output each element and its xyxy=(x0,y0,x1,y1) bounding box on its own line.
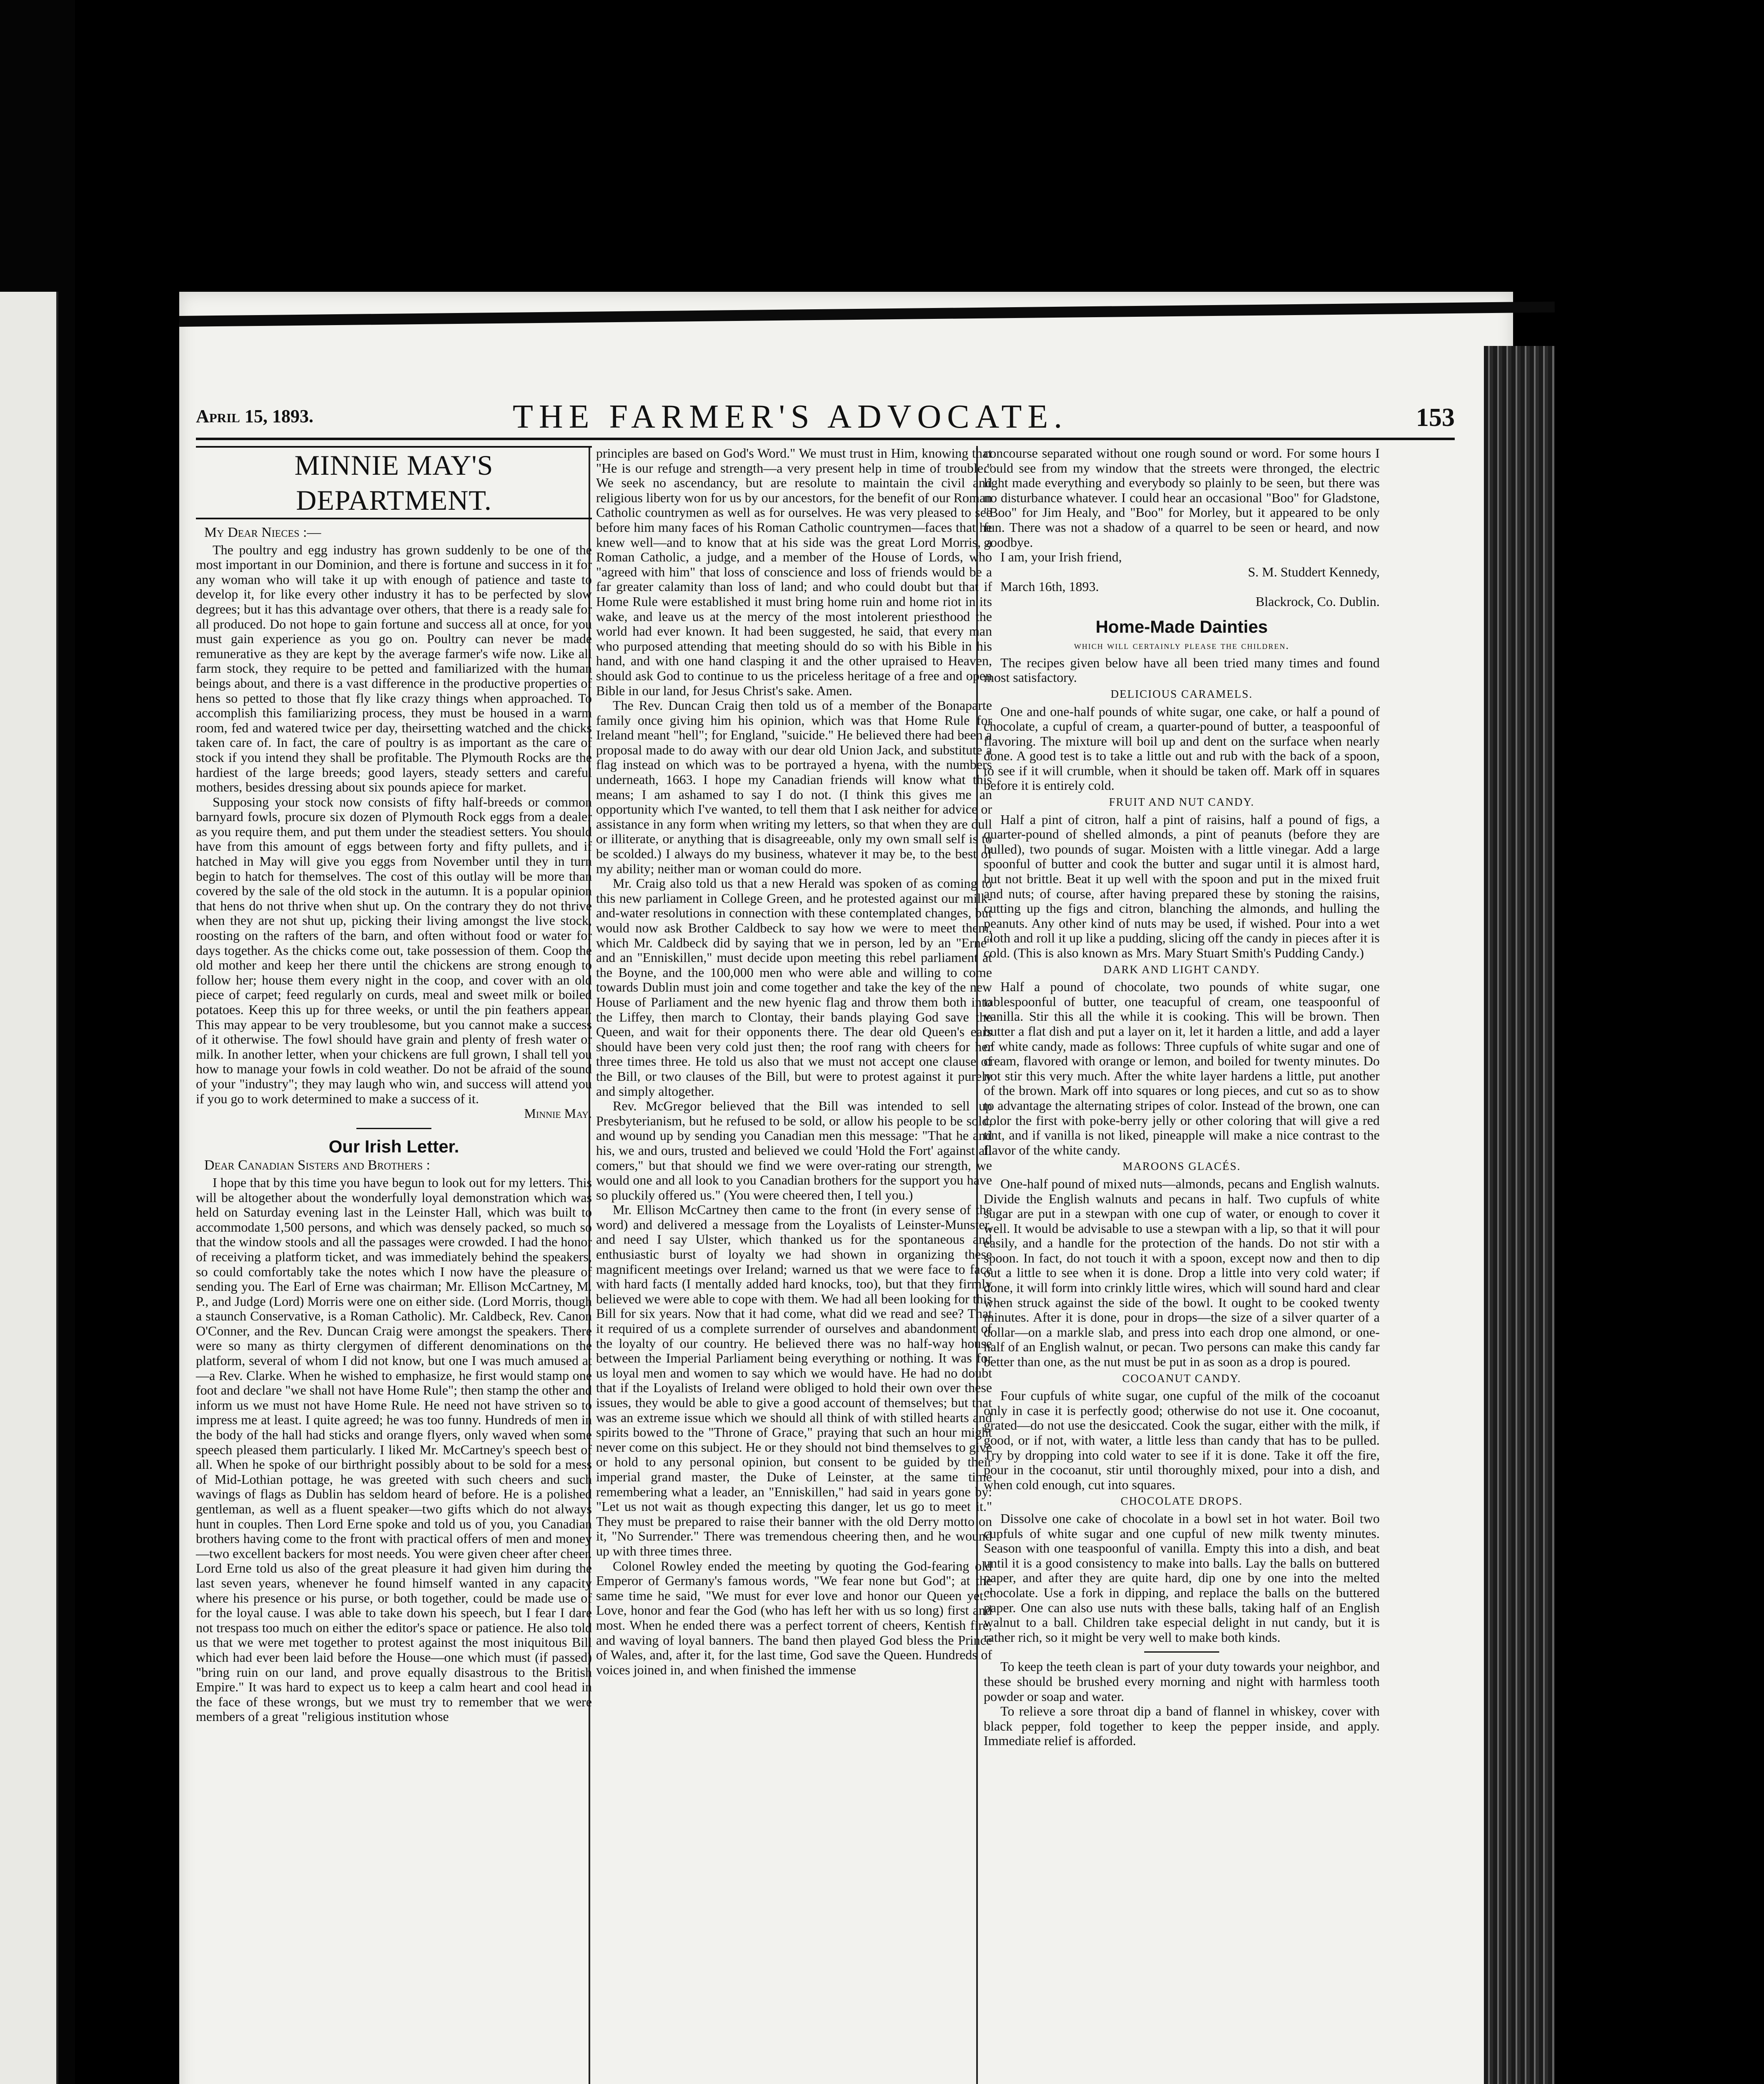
page-number: 153 xyxy=(1416,403,1455,432)
paragraph: The recipes given below have all been tried many times and found most satisfactory. xyxy=(984,655,1380,685)
book-page-edges xyxy=(1484,346,1555,2084)
salutation: My Dear Nieces :— xyxy=(204,525,321,540)
paragraph: Mr. Craig also told us that a new Herald was spoken of as coming to this new parliament in College Green, and he protested against our milk-and-water resolutions in connection with these contemplated changes, but would now ask Brother Caldbeck to say how we were to meet them, which Mr. Caldbeck did by saying that we in person, led by an "Erne" and an "Enniskillen," must decide upon meeting this rebel parliament at the Boyne, and the 100,000 men who were able and willing to come towards Dublin must join and come together and take the key of the new House of Parliament and the new hyenic flag and throw them both into the Liffey, then march to Clontay, their bands playing God save the Queen, and wait for their opponents there. The dear old Queen's ears should have been very cold just then; the roof rang with cheers for her three times three. He told us also that we must not accept one clause of the Bill, or two clauses of the Bill, but were to protest against it purely and simply altogether. xyxy=(596,876,992,1099)
section-rule xyxy=(1144,1651,1219,1653)
masthead-rule xyxy=(196,438,1455,440)
section-subheading: which will certainly please the children. xyxy=(1074,639,1290,652)
masthead xyxy=(196,398,1455,436)
column-1 xyxy=(196,446,592,1724)
recipe-title: FRUIT AND NUT CANDY. xyxy=(1109,796,1255,809)
paragraph: concourse separated without one rough sound or word. For some hours I could see from my window that the streets were thronged, the electric light made everything and everybody so plainly to be seen, but there was no disturbance whatever. I could hear an occasional "Boo" for Gladstone, "Boo" for Jim Healy, and "Boo" for Morley, but it appeared to be only fun. There was not a shadow of a quarrel to be seen or heard, and now goodbye. xyxy=(984,446,1380,550)
household-note: To relieve a sore throat dip a band of flannel in whiskey, cover with black pepper, fold together to keep the pepper inside, and apply. Immediate relief is afforded. xyxy=(984,1703,1380,1748)
paragraph: principles are based on God's Word." We must trust in Him, knowing that "He is our refuge and strength—a very present help in time of trouble." We seek no ascendancy, but are resolute to maintain the civil and religious liberty won for us by our ancestors, for the benefit of our Roman Catholic countrymen as well as for ourselves. He was very pleased to see before him many faces of his Roman Catholic countrymen—faces that he knew well—and to know that at his side was the great Lord Morris, a Roman Catholic, a judge, and a member of the House of Lords, who "agreed with him" that loss of conscience and loss of friends would be a far greater calamity than loss of land; and who could doubt but that if Home Rule were established it must bring home ruin and home riot in its wake, and leave us at the mercy of the most intolerent priesthood the world had ever known. It had been suggested, he said, that every man who purposed attending that meeting should do so with his Bible in his hand, and with one hand clasping it and the other upraised to Heaven, should ask God to continue to us the priceless heritage of a free and open Bible in our land, for Jesus Christ's sake. Amen. xyxy=(596,446,992,698)
letter-closing: I am, your Irish friend, xyxy=(1000,549,1122,565)
previous-page-edge xyxy=(0,292,58,2084)
recipe-text: Half a pound of chocolate, two pounds of white sugar, one tablespoonful of butter, one teacupful of cream, one teaspoonful of vanilla. Stir this all the while it is cooking. This will be brown. Then butter a flat dish and put a layer on it, let it harden a little, and add a layer of white candy, made as follows: Three cupfuls of white sugar and one of cream, flavored with orange or lemon, and boiled for twenty minutes. Do not stir this very much. After the white layer hardens a little, put another of the brown. Mark off into squares or long pieces, and cut so as to show to advantage the alternating stripes of color. Instead of the brown, one can color the first with poke-berry jelly or other coloring that will give a red tint, and if vanilla is not liked, pineapple will make a nice contrast to the flavor of the white candy. xyxy=(984,979,1380,1157)
letter-signature: S. M. Studdert Kennedy, xyxy=(1248,564,1380,579)
recipe-text: One and one-half pounds of white sugar, one cake, or half a pound of chocolate, a cupful of cream, a quarter-pound of butter, a teaspoonful of flavoring. The mixture will boil up and dent on the surface when nearly done. A good test is to take a little out and rub with the back of a spoon, to see if it will crumble, when it should be taken off. Mark off in squares before it is entirely cold. xyxy=(984,704,1380,793)
signature: Minnie May. xyxy=(524,1106,592,1121)
issue-date: April 15, 1893. xyxy=(196,406,313,426)
column-2 xyxy=(596,446,992,1677)
recipe-title: DELICIOUS CARAMELS. xyxy=(1110,687,1253,700)
department-heading: MINNIE MAY'S DEPARTMENT. xyxy=(196,446,592,519)
letter-place: Blackrock, Co. Dublin. xyxy=(1255,594,1380,609)
column-3 xyxy=(984,446,1380,1748)
paragraph: Rev. McGregor believed that the Bill was intended to sell up Presbyterianism, but he refused to be sold, or allow his people to be sold, and wound up by sending you Canadian men this message: "That he and his, we and ours, trusted and believed we could 'Hold the Fort' against all comers," but that should we find we were over-rating our strength, we would one and all look to you Canadian brothers for the support you have so pluckily offered us." (You were cheered then, I tell you.) xyxy=(596,1098,992,1202)
paragraph: Mr. Ellison McCartney then came to the front (in every sense of the word) and delivered a message from the Loyalists of Leinster-Munster, and need I say Ulster, which thanked us for the spontaneous and enthusiastic burst of loyalty we had shown in organizing these magnificent meetings over Ireland; warned us that we were face to face with hard facts (I mentally added hard knocks, too), but that they firmly believed we were able to cope with them. We had all been looking for this Bill for six years. Now that it had come, what did we read and see? That it required of us a complete surrender of ourselves and abandonment of the loyalty of our country. He believed there was no half-way house between the Imperial Parliament being everything or nothing. It was for us loyal men and women to say which we would have. He had no doubt that if the Loyalists of Ireland were obliged to hold their own over these issues, they would be able to give a good account of themselves; but that was an extreme issue which we should all think of with stilled hearts and spirits bowed to the "Throne of Grace," praying that such an hour might never come on this subject. He or they should not bind themselves to give or hold to any personal opinion, but consent to be guided by their imperial grand master, the Duke of Leinster, at the same time remembering what a leader, an "Enniskillen," had said in years gone by: "Let us not wait as though expecting this danger, let us go to meet it." They must be prepared to raise their banner with the old Derry motto on it, "No Surrender." There was tremendous cheering then, and he wound up with three times three. xyxy=(596,1202,992,1558)
section-heading: Our Irish Letter. xyxy=(328,1136,459,1156)
household-note: To keep the teeth clean is part of your duty towards your neighbor, and these should be brushed every morning and night with harmless tooth powder or soap and water. xyxy=(984,1659,1380,1704)
salutation: Dear Canadian Sisters and Brothers : xyxy=(204,1157,431,1173)
section-rule xyxy=(356,1128,431,1129)
recipe-title: CHOCOLATE DROPS. xyxy=(1120,1495,1243,1508)
recipe-text: Dissolve one cake of chocolate in a bowl set in hot water. Boil two cupfuls of white sugar and one cupful of new milk twenty minutes. Season with one teaspoonful of vanilla. Empty this into a dish, and beat until it is a good consistency to make into balls. Lay the balls on buttered paper, and after they are quite hard, dip one by one into the melted chocolate. Use a fork in dipping, and replace the balls on the buttered paper. One can also use nuts with these balls, taking half of an English walnut to a ball. Children take especial delight in nut candy, but it is rather rich, so it might be very well to make both kinds. xyxy=(984,1510,1380,1645)
recipe-text: One-half pound of mixed nuts—almonds, pecans and English walnuts. Divide the English walnuts and pecans in half. Two cupfuls of white sugar are put in a stewpan with one cup of water, or enough to cover it well. It would be advisable to use a stewpan with a lip, so that it will pour easily, and a handle for the protection of the hands. Do not stir with a spoon. In fact, do not touch it with a spoon, except now and then to dip out a little to see when it is done. Drop a little into very cold water; if done, it will form into crinkly little wires, which will sound hard and clear when struck against the side of the bowl. It ought to be cooked twenty minutes. After it is done, pour in drops—the size of a silver quarter of a dollar—on a markle slab, and press into each drop one almond, or one-half of an English walnut, or pecan. Two persons can make this candy far better than one, as the nut must be put in as soon as a drop is poured. xyxy=(984,1176,1380,1370)
recipe-text: Four cupfuls of white sugar, one cupful of the milk of the cocoanut only in case it is perfectly good; otherwise do not use it. One cocoanut, grated—do not use the desiccated. Cook the sugar, either with the milk, if good, or if not, with water, a little less than candy that has to be pulled. Try by dropping into cold water to see if it is done. Take it off the fire, pour in the cocoanut, stir until thoroughly mixed, pour into a dish, and when cold enough, cut into squares. xyxy=(984,1388,1380,1492)
newspaper-title: THE FARMER'S ADVOCATE. xyxy=(513,398,1068,435)
paragraph: The Rev. Duncan Craig then told us of a member of the Bonaparte family once giving him his opinion, which was that Home Rule for Ireland meant "hell"; for England, "suicide." He believed there had been a proposal made to do away with our dear old Union Jack, and substitute a flag instead on which was to be portrayed a hyena, with the numbers underneath, 1663. I hope my Canadian friends will know what this means; I am ashamed to say I do not. (I think this gives me an opportunity which I've wanted, to tell them that I ask neither for advice or assistance in any form when writing my letters, so that when they are dull or illiterate, or anything that is disagreeable, only my own small self is to be scolded.) I always do my business, whatever it may be, to the best of my ability; neither man or woman could do more. xyxy=(596,698,992,876)
recipe-text: Half a pint of citron, half a pint of raisins, half a pound of figs, a quarter-pound of shelled almonds, a pint of peanuts (before they are hulled), two pounds of sugar. Moisten with a little vinegar. Add a large spoonful of butter and cook the butter and sugar until it is almost hard, but not brittle. Beat it up well with the spoon and put in the mixed fruit and nuts; of course, after having prepared these by stoning the raisins, cutting up the figs and citron, blanching the almonds, and hulling the peanuts. Any other kind of nuts may be used, if wished. Pour into a wet cloth and roll it up like a pudding, slicing off the candy in pieces after it is cold. (This is also known as Mrs. Mary Stuart Smith's Pudding Candy.) xyxy=(984,812,1380,960)
letter-date: March 16th, 1893. xyxy=(1000,579,1099,594)
paragraph: Colonel Rowley ended the meeting by quoting the God-fearing old Emperor of Germany's famous words, "We fear none but God"; at the same time he said, "We must for ever love and honor our Queen yet." Love, honor and fear the God (who has left her with us so long) first and most. When he ended there was a perfect torrent of cheers, Kentish fire, and waving of loyal banners. The band then played God bless the Prince of Wales, and, after it, for the last time, God save the Queen. Hundreds of voices joined in, and when finished the immense xyxy=(596,1558,992,1677)
paragraph: I hope that by this time you have begun to look out for my letters. This will be altogether about the wonderfully loyal demonstration which was held on Saturday evening last in the Leinster Hall, which was built to accommodate 1,500 persons, and which was densely packed, so much so that the window stools and all the passages were crowded. I had the honor of receiving a platform ticket, and was immediately behind the speakers, so could comfortably take the notes which I now have the pleasure of sending you. The Earl of Erne was chairman; Mr. Ellison McCartney, M. P., and Judge (Lord) Morris were one on either side. (Lord Morris, though a staunch Conservative, is a Roman Catholic). Mr. Caldbeck, Rev. Canon O'Conner, and the Rev. Duncan Craig were amongst the speakers. There were so many as thirty clergymen of different denominations on the platform, several of whom I did not know, but one I was much amused at—a Rev. Clarke. When he wished to emphasize, he first would stamp one foot and declare "we shall not have Home Rule"; then stamp the other and inform us we must not have Home Rule. He need not have striven so to impress me at least. I quite agreed; he was too funny. Hundreds of men in the body of the hall had sticks and orange flyers, only waved when some speech pleased them particularly. I liked Mr. McCartney's speech best of all. When he spoke of our birthright possibly about to be sold for a mess of Mid-Lothian pottage, he was greeted with such cheers and such wavings of flags as Dublin has seldom heard of before. He is a polished gentleman, as well as a fluent speaker—two gifts which do not always hunt in couples. Then Lord Erne spoke and told us of you, you Canadian brothers having come to the front with practical offers of men and money—two excellent backers for most needs. You were given cheer after cheer. Lord Erne told us also of the great pleasure it had given him during the last seven years, whenever he found himself wanted in any capacity where his presence or his purse, or both together, could be made use of for the loyal cause. I was able to take down his speech, but I fear I dare not trespass too much on either the editor's space or patience. He also told us that we were met together to protest against the most iniquitous Bill which had ever been laid before the House—one which must (if passed) "bring ruin on our land, and prove equally disastrous to the British Empire." It was hard to expect us to keep a calm heart and cool head in the face of these wrongs, but we must try to remember that we were members of a great "religious institution whose xyxy=(196,1175,592,1724)
recipe-title: DARK AND LIGHT CANDY. xyxy=(1103,963,1260,976)
recipe-title: MAROONS GLACÉS. xyxy=(1123,1160,1241,1173)
recipe-title: COCOANUT CANDY. xyxy=(1122,1372,1241,1385)
paragraph: Supposing your stock now consists of fifty half-breeds or common barnyard fowls, procure six dozen of Plymouth Rock eggs from a dealer as you require them, and put them under the steadiest setters. You should have from this amount of eggs between forty and fifty pullets, and if hatched in May will give you eggs from November until they in turn begin to hatch for themselves. The cost of this outlay will be more than covered by the sale of the old stock in the autumn. It is a popular opinion that hens do not thrive when shut up. On the contrary they do not thrive when they are not shut up, picking their living amongst the live stock, roosting on the rafters of the barn, and often without food or water for days together. As the chicks come out, take possession of them. Coop the old mother and keep her there until the chickens are strong enough to follow her; house them every night in the coop, and cover with an old piece of carpet; feed regularly on curds, meal and sweet milk or boiled potatoes. Keep this up for three weeks, or until the pin feathers appear. This may appear to be very troublesome, but you cannot make a success of it otherwise. The fowl should have grain and plenty of fresh water or milk. In another letter, when your chickens are full grown, I shall tell you how to manage your fowls in cold weather. Do not be afraid of the sound of your "industry"; they may laugh who win, and success will attend you if you go to work determined to make a success of it. xyxy=(196,794,592,1106)
section-heading: Home-Made Dainties xyxy=(1095,616,1268,636)
paragraph: The poultry and egg industry has grown suddenly to be one of the most important in our Dominion, and there is fortune and success in it for any woman who will take it up with enough of patience and taste to develop it, for like every other industry it has to be perfected by slow degrees; but it has this advantage over others, that there is a ready sale for all produced. Do not hope to gain fortune and success all at once, for you must gain experience as you go on. Poultry can never be made remunerative as they are kept by the average farmer's wife now. Like all farm stock, they require to be petted and familiarized with the human beings about, and there is a vast difference in the productive properties of hens so petted to those that fly like crazy things when approached. To accomplish this familiarizing process, they must be housed in a warm room, fed and watered twice per day, theirsetting watched and the chicks taken care of. In fact, the care of poultry is as important as the care of stock if you intend they shall be profitable. The Plymouth Rocks are the hardiest of the large breeds; good layers, steady setters and careful mothers, besides dressing about six pounds apiece for market. xyxy=(196,542,592,795)
